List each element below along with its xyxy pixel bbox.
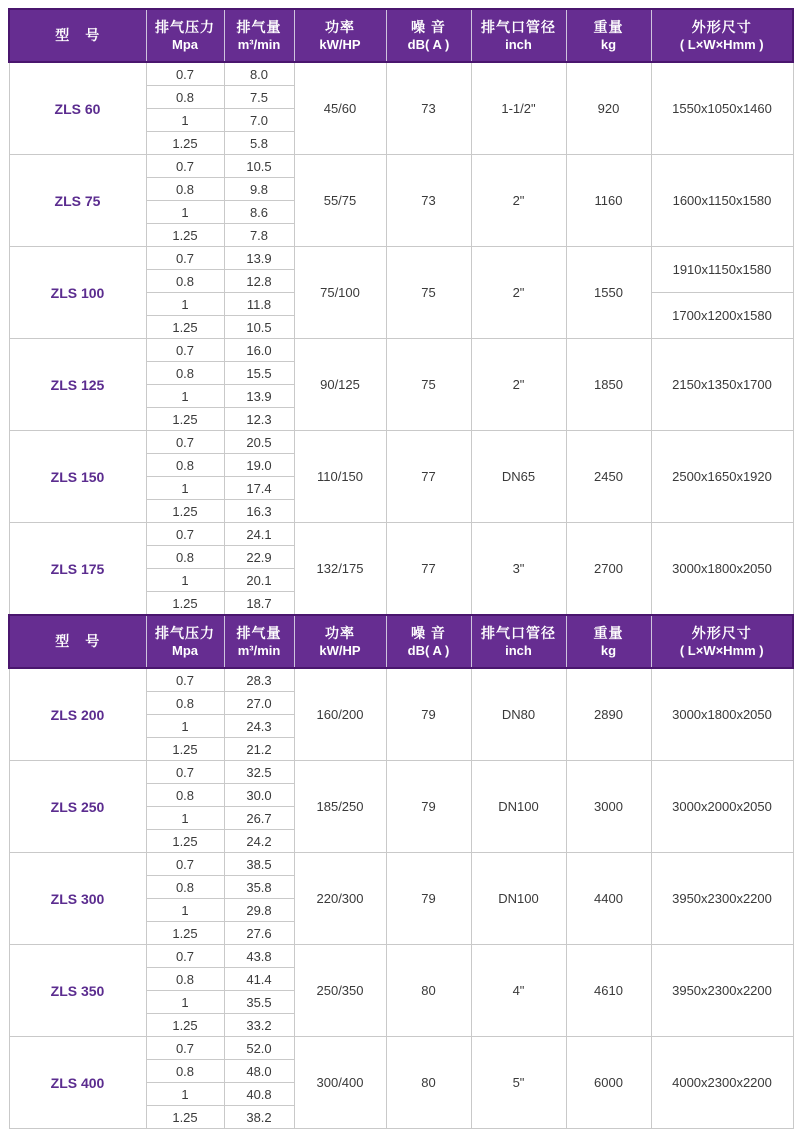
- port-cell: 5": [471, 1037, 566, 1129]
- flow-cell: 41.4: [224, 968, 294, 991]
- pressure-cell: 1.25: [146, 224, 224, 247]
- pressure-cell: 0.7: [146, 761, 224, 784]
- dims-cell: 3000x1800x2050: [651, 523, 793, 616]
- dims-cell: 1550x1050x1460: [651, 62, 793, 155]
- pressure-cell: 1.25: [146, 1106, 224, 1129]
- dims-cell-upper: 1910x1150x1580: [651, 247, 793, 293]
- header-row: [9, 615, 793, 668]
- pressure-cell: 1.25: [146, 830, 224, 853]
- header-cell-weight: 重量 kg: [566, 615, 651, 668]
- flow-cell: 9.8: [224, 178, 294, 201]
- model-cell: ZLS 100: [9, 247, 146, 339]
- flow-cell: 30.0: [224, 784, 294, 807]
- pressure-cell: 0.8: [146, 876, 224, 899]
- noise-cell: 79: [386, 668, 471, 761]
- dims-cell: 2150x1350x1700: [651, 339, 793, 431]
- port-cell: 2": [471, 155, 566, 247]
- flow-cell: 27.6: [224, 922, 294, 945]
- noise-cell: 73: [386, 62, 471, 155]
- pressure-cell: 0.8: [146, 692, 224, 715]
- pressure-cell: 1: [146, 293, 224, 316]
- header-cell-port: 排气口管径 inch: [471, 9, 566, 62]
- dims-cell: 3950x2300x2200: [651, 945, 793, 1037]
- power-cell: 160/200: [294, 668, 386, 761]
- flow-cell: 12.8: [224, 270, 294, 293]
- pressure-cell: 1.25: [146, 500, 224, 523]
- header-cell-model: 型 号: [9, 9, 146, 62]
- model-cell: ZLS 60: [9, 62, 146, 155]
- flow-cell: 52.0: [224, 1037, 294, 1060]
- model-cell: ZLS 350: [9, 945, 146, 1037]
- pressure-cell: 0.7: [146, 668, 224, 692]
- power-cell: 250/350: [294, 945, 386, 1037]
- flow-cell: 24.3: [224, 715, 294, 738]
- noise-cell: 79: [386, 853, 471, 945]
- pressure-cell: 1: [146, 109, 224, 132]
- port-cell: DN80: [471, 668, 566, 761]
- pressure-cell: 0.8: [146, 454, 224, 477]
- port-cell: 4": [471, 945, 566, 1037]
- power-cell: 110/150: [294, 431, 386, 523]
- weight-cell: 1550: [566, 247, 651, 339]
- flow-cell: 8.0: [224, 62, 294, 86]
- model-cell: ZLS 300: [9, 853, 146, 945]
- pressure-cell: 1: [146, 807, 224, 830]
- noise-cell: 77: [386, 431, 471, 523]
- flow-cell: 19.0: [224, 454, 294, 477]
- dims-cell: 4000x2300x2200: [651, 1037, 793, 1129]
- weight-cell: 2700: [566, 523, 651, 616]
- flow-cell: 27.0: [224, 692, 294, 715]
- model-group-zls75: [9, 155, 793, 247]
- weight-cell: 920: [566, 62, 651, 155]
- header-cell-noise: 噪 音 dB( A ): [386, 615, 471, 668]
- flow-cell: 35.8: [224, 876, 294, 899]
- pressure-cell: 0.7: [146, 155, 224, 178]
- flow-cell: 38.5: [224, 853, 294, 876]
- weight-cell: 4610: [566, 945, 651, 1037]
- pressure-cell: 1.25: [146, 316, 224, 339]
- pressure-cell: 0.7: [146, 1037, 224, 1060]
- header-cell-pressure: 排气压力 Mpa: [146, 9, 224, 62]
- flow-cell: 33.2: [224, 1014, 294, 1037]
- flow-cell: 8.6: [224, 201, 294, 224]
- flow-cell: 10.5: [224, 316, 294, 339]
- noise-cell: 80: [386, 1037, 471, 1129]
- port-cell: 3": [471, 523, 566, 616]
- pressure-cell: 0.7: [146, 945, 224, 968]
- flow-cell: 48.0: [224, 1060, 294, 1083]
- dims-cell: 3000x1800x2050: [651, 668, 793, 761]
- flow-cell: 21.2: [224, 738, 294, 761]
- header-row: [9, 9, 793, 62]
- port-cell: DN65: [471, 431, 566, 523]
- port-cell: DN100: [471, 761, 566, 853]
- header-cell-model: 型 号: [9, 615, 146, 668]
- weight-cell: 3000: [566, 761, 651, 853]
- pressure-cell: 0.8: [146, 968, 224, 991]
- flow-cell: 5.8: [224, 132, 294, 155]
- model-cell: ZLS 150: [9, 431, 146, 523]
- flow-cell: 24.2: [224, 830, 294, 853]
- model-group-zls175: [9, 523, 793, 616]
- power-cell: 45/60: [294, 62, 386, 155]
- pressure-cell: 0.7: [146, 62, 224, 86]
- noise-cell: 75: [386, 339, 471, 431]
- power-cell: 90/125: [294, 339, 386, 431]
- port-cell: 2": [471, 339, 566, 431]
- flow-cell: 32.5: [224, 761, 294, 784]
- model-group-zls200: [9, 668, 793, 761]
- model-cell: ZLS 200: [9, 668, 146, 761]
- pressure-cell: 1: [146, 715, 224, 738]
- pressure-cell: 0.7: [146, 523, 224, 546]
- model-cell: ZLS 400: [9, 1037, 146, 1129]
- model-group-zls400: [9, 1037, 793, 1129]
- dims-cell: 3950x2300x2200: [651, 853, 793, 945]
- spec-table: [8, 8, 794, 1129]
- port-cell: DN100: [471, 853, 566, 945]
- pressure-cell: 0.8: [146, 362, 224, 385]
- pressure-cell: 1.25: [146, 592, 224, 616]
- flow-cell: 7.5: [224, 86, 294, 109]
- pressure-cell: 1: [146, 477, 224, 500]
- pressure-cell: 0.7: [146, 853, 224, 876]
- port-cell: 1-1/2": [471, 62, 566, 155]
- pressure-cell: 1: [146, 201, 224, 224]
- header-cell-flow: 排气量 m³/min: [224, 9, 294, 62]
- flow-cell: 40.8: [224, 1083, 294, 1106]
- noise-cell: 80: [386, 945, 471, 1037]
- pressure-cell: 1.25: [146, 408, 224, 431]
- pressure-cell: 0.7: [146, 247, 224, 270]
- pressure-cell: 0.7: [146, 339, 224, 362]
- pressure-cell: 1: [146, 1083, 224, 1106]
- weight-cell: 1160: [566, 155, 651, 247]
- noise-cell: 77: [386, 523, 471, 616]
- flow-cell: 18.7: [224, 592, 294, 616]
- power-cell: 185/250: [294, 761, 386, 853]
- flow-cell: 15.5: [224, 362, 294, 385]
- flow-cell: 29.8: [224, 899, 294, 922]
- flow-cell: 38.2: [224, 1106, 294, 1129]
- header-cell-power: 功率 kW/HP: [294, 9, 386, 62]
- header-cell-port: 排气口管径 inch: [471, 615, 566, 668]
- model-group-zls250: [9, 761, 793, 853]
- power-cell: 75/100: [294, 247, 386, 339]
- dims-cell: 2500x1650x1920: [651, 431, 793, 523]
- model-group-zls150: [9, 431, 793, 523]
- section-header-1: [9, 9, 793, 62]
- pressure-cell: 0.7: [146, 431, 224, 454]
- weight-cell: 6000: [566, 1037, 651, 1129]
- flow-cell: 7.8: [224, 224, 294, 247]
- pressure-cell: 0.8: [146, 270, 224, 293]
- model-group-zls350: [9, 945, 793, 1037]
- pressure-cell: 1: [146, 569, 224, 592]
- model-group-zls125: [9, 339, 793, 431]
- dims-cell: 3000x2000x2050: [651, 761, 793, 853]
- model-cell: ZLS 75: [9, 155, 146, 247]
- power-cell: 220/300: [294, 853, 386, 945]
- flow-cell: 7.0: [224, 109, 294, 132]
- pressure-cell: 1.25: [146, 1014, 224, 1037]
- dims-cell-lower: 1700x1200x1580: [651, 293, 793, 339]
- model-cell: ZLS 125: [9, 339, 146, 431]
- port-cell: 2": [471, 247, 566, 339]
- header-cell-flow: 排气量 m³/min: [224, 615, 294, 668]
- pressure-cell: 1.25: [146, 132, 224, 155]
- noise-cell: 73: [386, 155, 471, 247]
- pressure-cell: 0.8: [146, 1060, 224, 1083]
- weight-cell: 2450: [566, 431, 651, 523]
- header-cell-dims: 外形尺寸 ( L×W×Hmm ): [651, 9, 793, 62]
- header-cell-noise: 噪 音 dB( A ): [386, 9, 471, 62]
- flow-cell: 20.5: [224, 431, 294, 454]
- header-cell-dims: 外形尺寸 ( L×W×Hmm ): [651, 615, 793, 668]
- power-cell: 132/175: [294, 523, 386, 616]
- power-cell: 55/75: [294, 155, 386, 247]
- pressure-cell: 1.25: [146, 922, 224, 945]
- pressure-cell: 1: [146, 899, 224, 922]
- weight-cell: 2890: [566, 668, 651, 761]
- pressure-cell: 0.8: [146, 178, 224, 201]
- pressure-cell: 1: [146, 991, 224, 1014]
- flow-cell: 16.0: [224, 339, 294, 362]
- model-group-zls300: [9, 853, 793, 945]
- flow-cell: 13.9: [224, 247, 294, 270]
- flow-cell: 10.5: [224, 155, 294, 178]
- flow-cell: 20.1: [224, 569, 294, 592]
- model-cell: ZLS 250: [9, 761, 146, 853]
- flow-cell: 22.9: [224, 546, 294, 569]
- flow-cell: 26.7: [224, 807, 294, 830]
- pressure-cell: 0.8: [146, 86, 224, 109]
- noise-cell: 79: [386, 761, 471, 853]
- flow-cell: 13.9: [224, 385, 294, 408]
- flow-cell: 16.3: [224, 500, 294, 523]
- pressure-cell: 1.25: [146, 738, 224, 761]
- flow-cell: 35.5: [224, 991, 294, 1014]
- flow-cell: 17.4: [224, 477, 294, 500]
- weight-cell: 4400: [566, 853, 651, 945]
- noise-cell: 75: [386, 247, 471, 339]
- power-cell: 300/400: [294, 1037, 386, 1129]
- flow-cell: 43.8: [224, 945, 294, 968]
- model-cell: ZLS 175: [9, 523, 146, 616]
- flow-cell: 11.8: [224, 293, 294, 316]
- header-cell-power: 功率 kW/HP: [294, 615, 386, 668]
- pressure-cell: 1: [146, 385, 224, 408]
- weight-cell: 1850: [566, 339, 651, 431]
- pressure-cell: 0.8: [146, 546, 224, 569]
- pressure-cell: 0.8: [146, 784, 224, 807]
- section-header-2: [9, 615, 793, 668]
- dims-cell: 1600x1150x1580: [651, 155, 793, 247]
- model-group-zls60: [9, 62, 793, 155]
- header-cell-pressure: 排气压力 Mpa: [146, 615, 224, 668]
- model-group-zls100: [9, 247, 793, 339]
- flow-cell: 28.3: [224, 668, 294, 692]
- header-cell-weight: 重量 kg: [566, 9, 651, 62]
- flow-cell: 12.3: [224, 408, 294, 431]
- flow-cell: 24.1: [224, 523, 294, 546]
